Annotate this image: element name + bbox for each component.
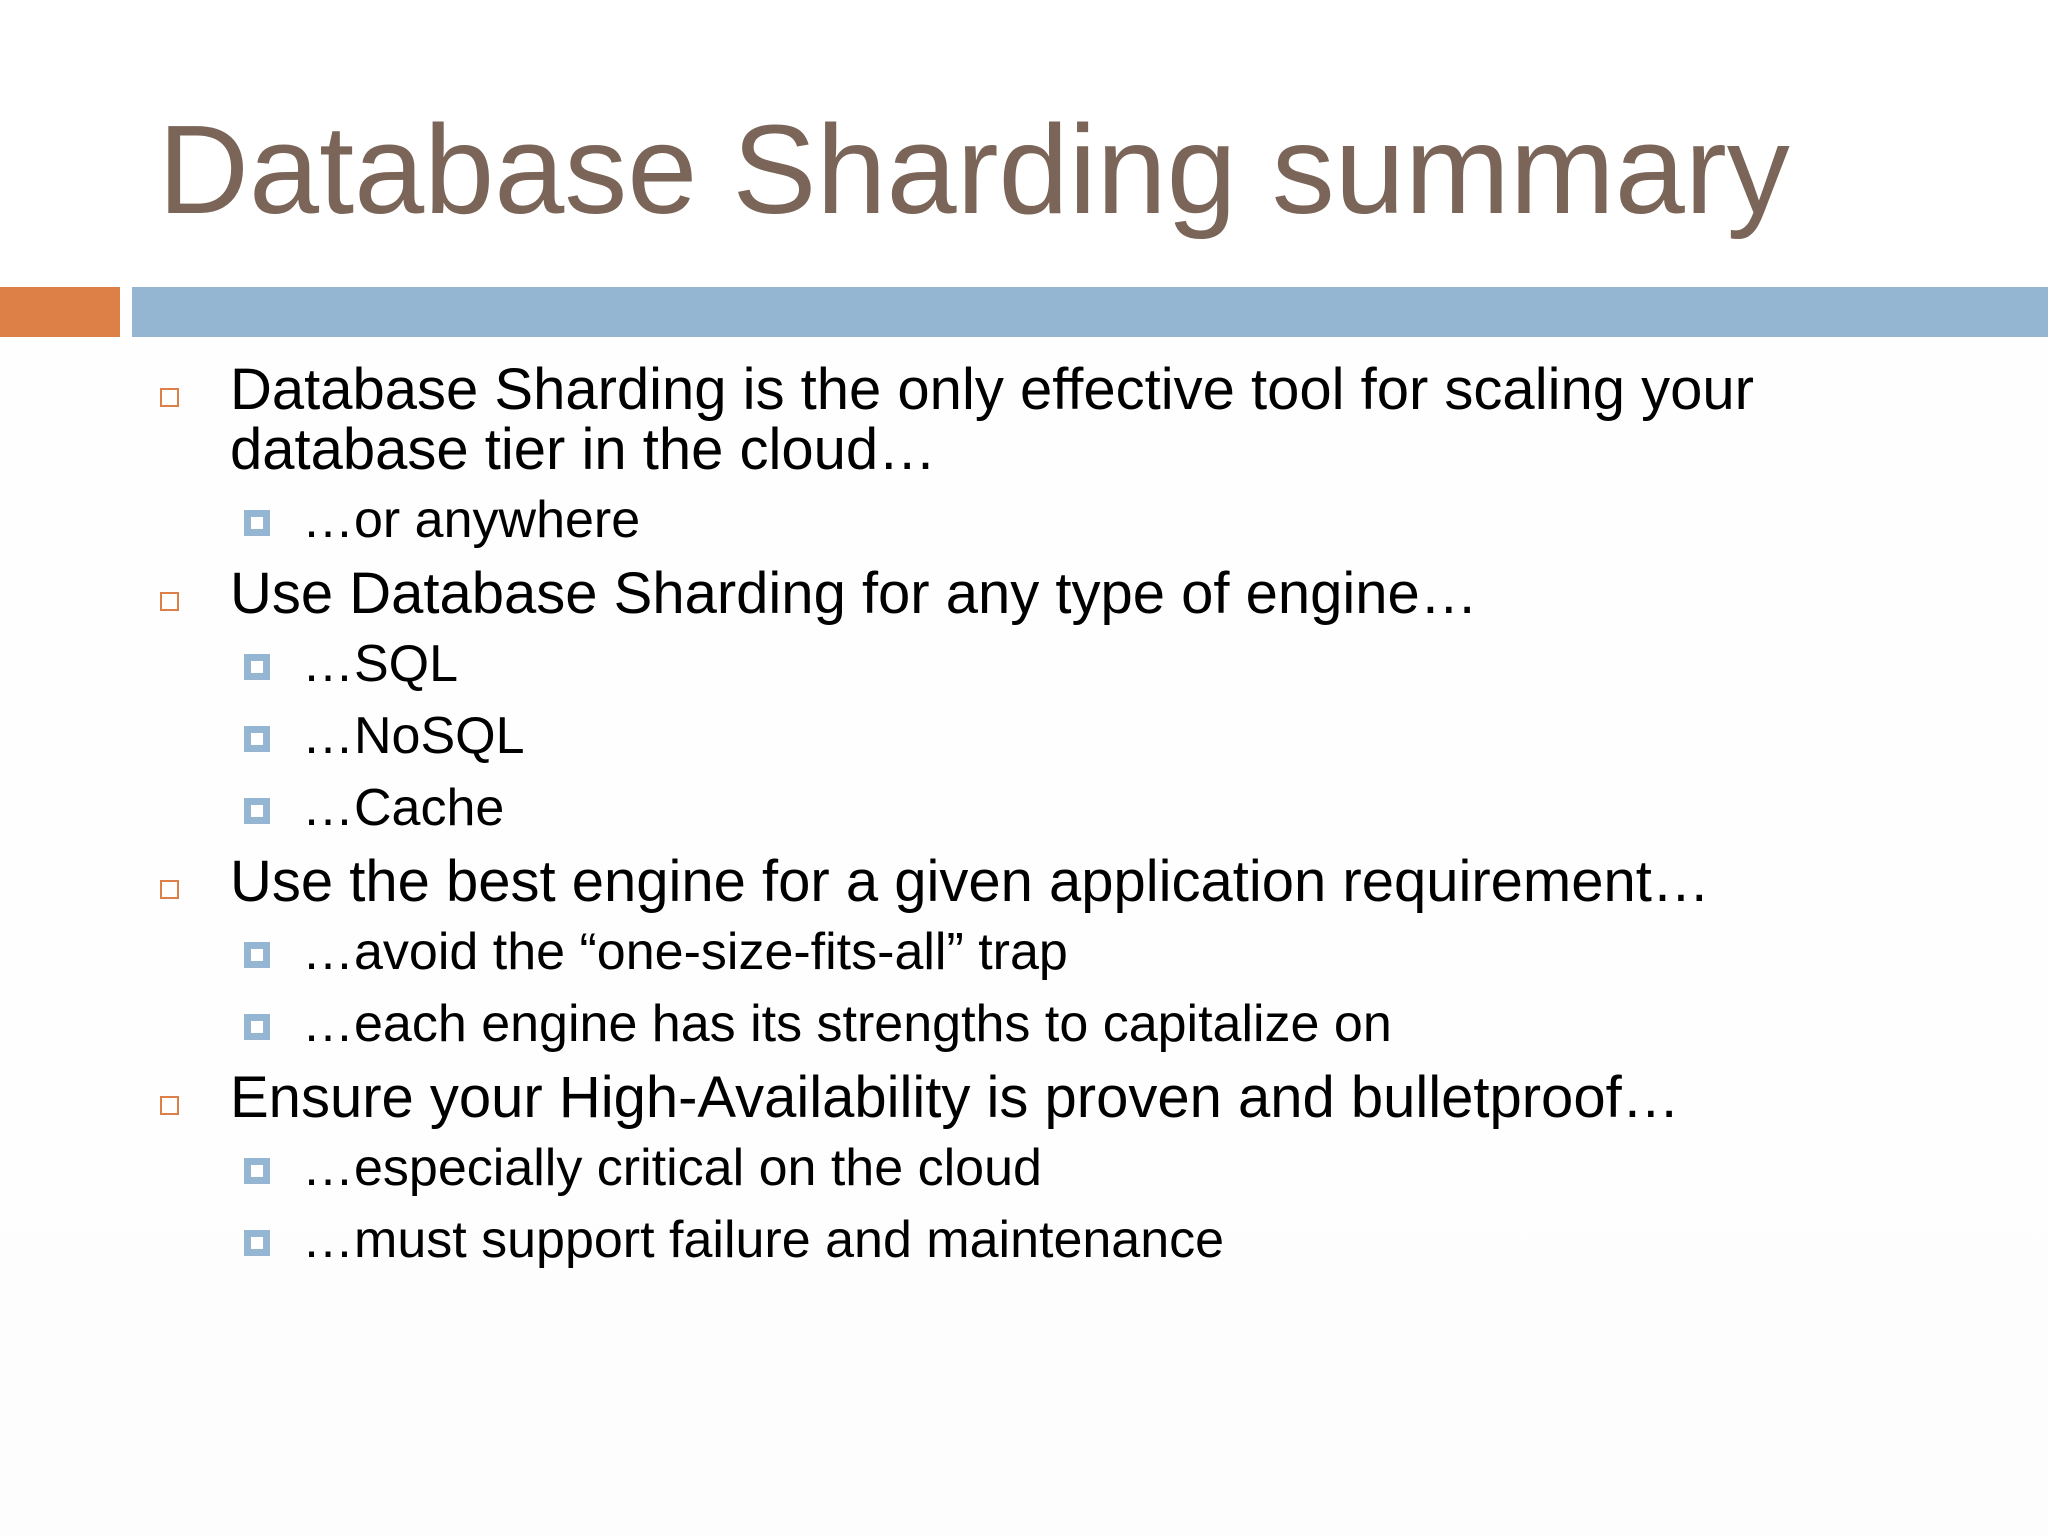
bullet-text: Use the best engine for a given application requirement…	[230, 849, 1710, 914]
bullet-text: Database Sharding is the only effective tool for scaling your database tier in the cloud…	[230, 357, 1754, 482]
sub-bullet-item	[158, 922, 1958, 982]
bullet-text: Use Database Sharding for any type of engine…	[230, 561, 1478, 626]
sub-bullet-item	[158, 778, 1958, 838]
sub-bullet-text: …Cache	[302, 779, 505, 837]
hollow-square-bullet-icon	[160, 1096, 179, 1115]
framed-square-bullet-icon	[244, 798, 270, 824]
sub-bullet-item	[158, 634, 1958, 694]
sub-bullet-text: …each engine has its strengths to capitalize on	[302, 995, 1392, 1053]
sub-bullet-text: …or anywhere	[302, 491, 641, 549]
framed-square-bullet-icon	[244, 1158, 270, 1184]
sub-bullet-text: …SQL	[302, 635, 459, 693]
accent-bar-blue	[132, 287, 2048, 337]
sub-bullet-item	[158, 706, 1958, 766]
sub-bullet-text: …must support failure and maintenance	[302, 1211, 1225, 1269]
sub-bullet-item	[158, 994, 1958, 1054]
slide-title: Database Sharding summary	[158, 99, 1790, 240]
sub-bullet-item	[158, 1138, 1958, 1198]
sub-bullet-text: …especially critical on the cloud	[302, 1139, 1042, 1197]
sub-bullet-text: …NoSQL	[302, 707, 525, 765]
bullet-list	[158, 357, 1958, 1270]
framed-square-bullet-icon	[244, 942, 270, 968]
bullet-text: Ensure your High-Availability is proven and bulletproof…	[230, 1065, 1680, 1130]
bullet-item	[158, 849, 1958, 914]
framed-square-bullet-icon	[244, 1230, 270, 1256]
sub-bullet-item	[158, 1210, 1958, 1270]
framed-square-bullet-icon	[244, 654, 270, 680]
hollow-square-bullet-icon	[160, 880, 179, 899]
framed-square-bullet-icon	[244, 1014, 270, 1040]
bullet-item	[158, 357, 1958, 482]
hollow-square-bullet-icon	[160, 592, 179, 611]
framed-square-bullet-icon	[244, 510, 270, 536]
sub-bullet-item	[158, 490, 1958, 550]
framed-square-bullet-icon	[244, 726, 270, 752]
sub-bullet-text: …avoid the “one-size-fits-all” trap	[302, 923, 1068, 981]
bullet-item	[158, 1065, 1958, 1130]
hollow-square-bullet-icon	[160, 388, 179, 407]
accent-bar-orange	[0, 287, 120, 337]
bullet-item	[158, 561, 1958, 626]
